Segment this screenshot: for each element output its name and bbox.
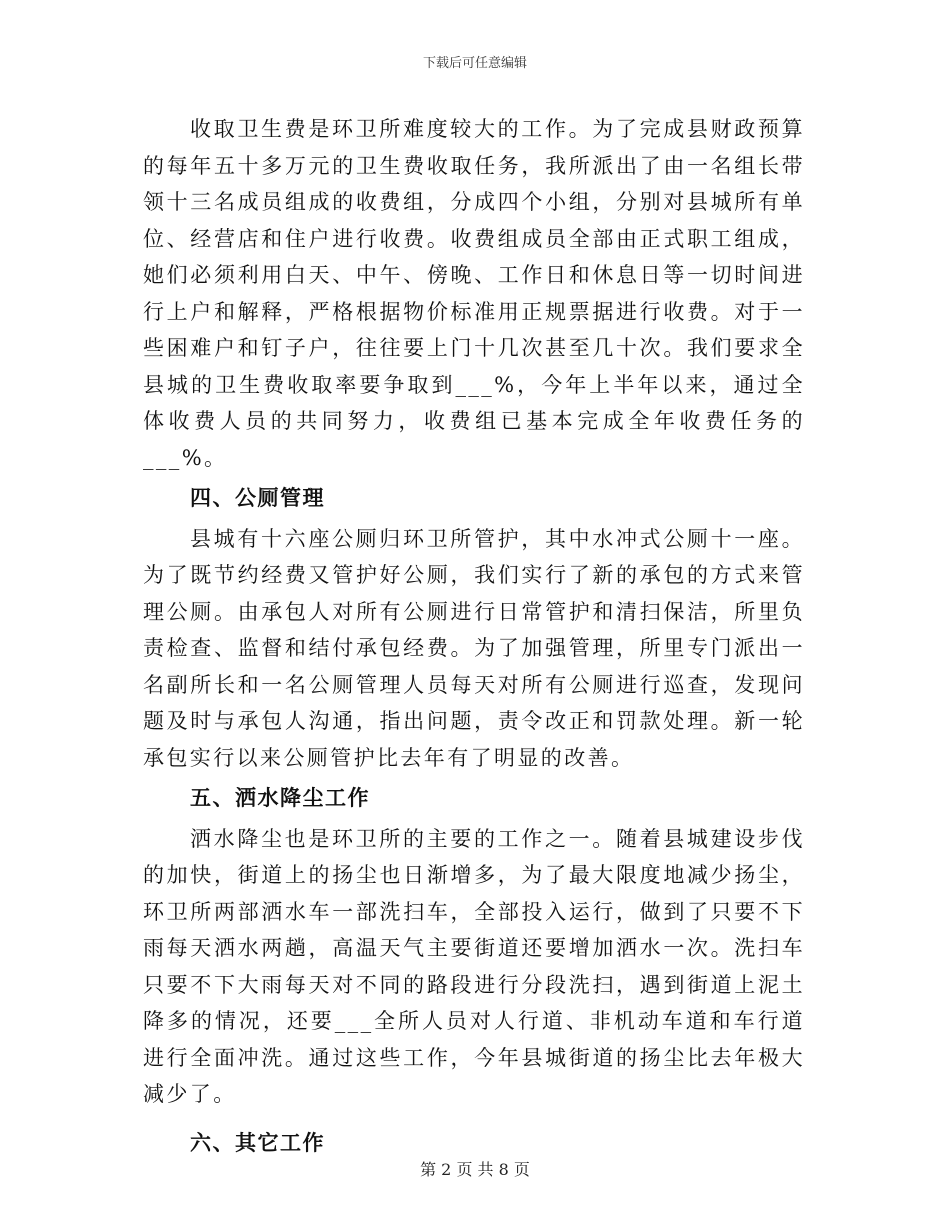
paragraph-public-toilets: 县城有十六座公厕归环卫所管护，其中水冲式公厕十一座。为了既节约经费又管护好公厕，我们实行了新的承包的方式来管理公厕。由承包人对所有公厕进行日常管护和清扫保洁，所里负责检查、监督和结付承包经费。为了加强管理，所里专门派出一名副所长和一名公厕管理人员每天对所有公厕进行巡查，发现问题及时与承包人沟通，指出问题，责令改正和罚款处理。新一轮承包实行以来公厕管护比去年有了明显的改善。 [143, 526, 805, 770]
heading-water-spraying: 五、洒水降尘工作 [190, 786, 370, 810]
paragraph-water-spraying: 洒水降尘也是环卫所的主要的工作之一。随着县城建设步伐的加快，街道上的扬尘也日渐增多，为了最大限度地减少扬尘，环卫所两部洒水车一部洗扫车，全部投入运行，做到了只要不下雨每天洒水两趟，高温天气主要街道还要增加洒水一次。洗扫车只要不下大雨每天对不同的路段进行分段洗扫，遇到街道上泥土降多的情况，还要___全所人员对人行道、非机动车道和车行道进行全面冲洗。通过这些工作，今年县城街道的扬尘比去年极大减少了。 [143, 826, 805, 1106]
paragraph-fee-collection: 收取卫生费是环卫所难度较大的工作。为了完成县财政预算的每年五十多万元的卫生费收取任务，我所派出了由一名组长带领十三名成员组成的收费组，分成四个小组，分别对县城所有单位、经营店和住户进行收费。收费组成员全部由正式职工组成，她们必须利用白天、中午、傍晚、工作日和休息日等一切时间进行上户和解释，严格根据物价标准用正规票据进行收费。对于一些困难户和钉子户，往往要上门十几次甚至几十次。我们要求全县城的卫生费收取率要争取到___%，今年上半年以来，通过全体收费人员的共同努力，收费组已基本完成全年收费任务的___%。 [143, 117, 805, 470]
page-number: 第 2 页 共 8 页 [420, 1160, 530, 1179]
heading-other-work: 六、其它工作 [190, 1130, 325, 1155]
page-header-note: 下载后可任意编辑 [422, 56, 527, 71]
document-body [143, 111, 805, 1165]
heading-public-toilets: 四、公厕管理 [190, 486, 325, 510]
